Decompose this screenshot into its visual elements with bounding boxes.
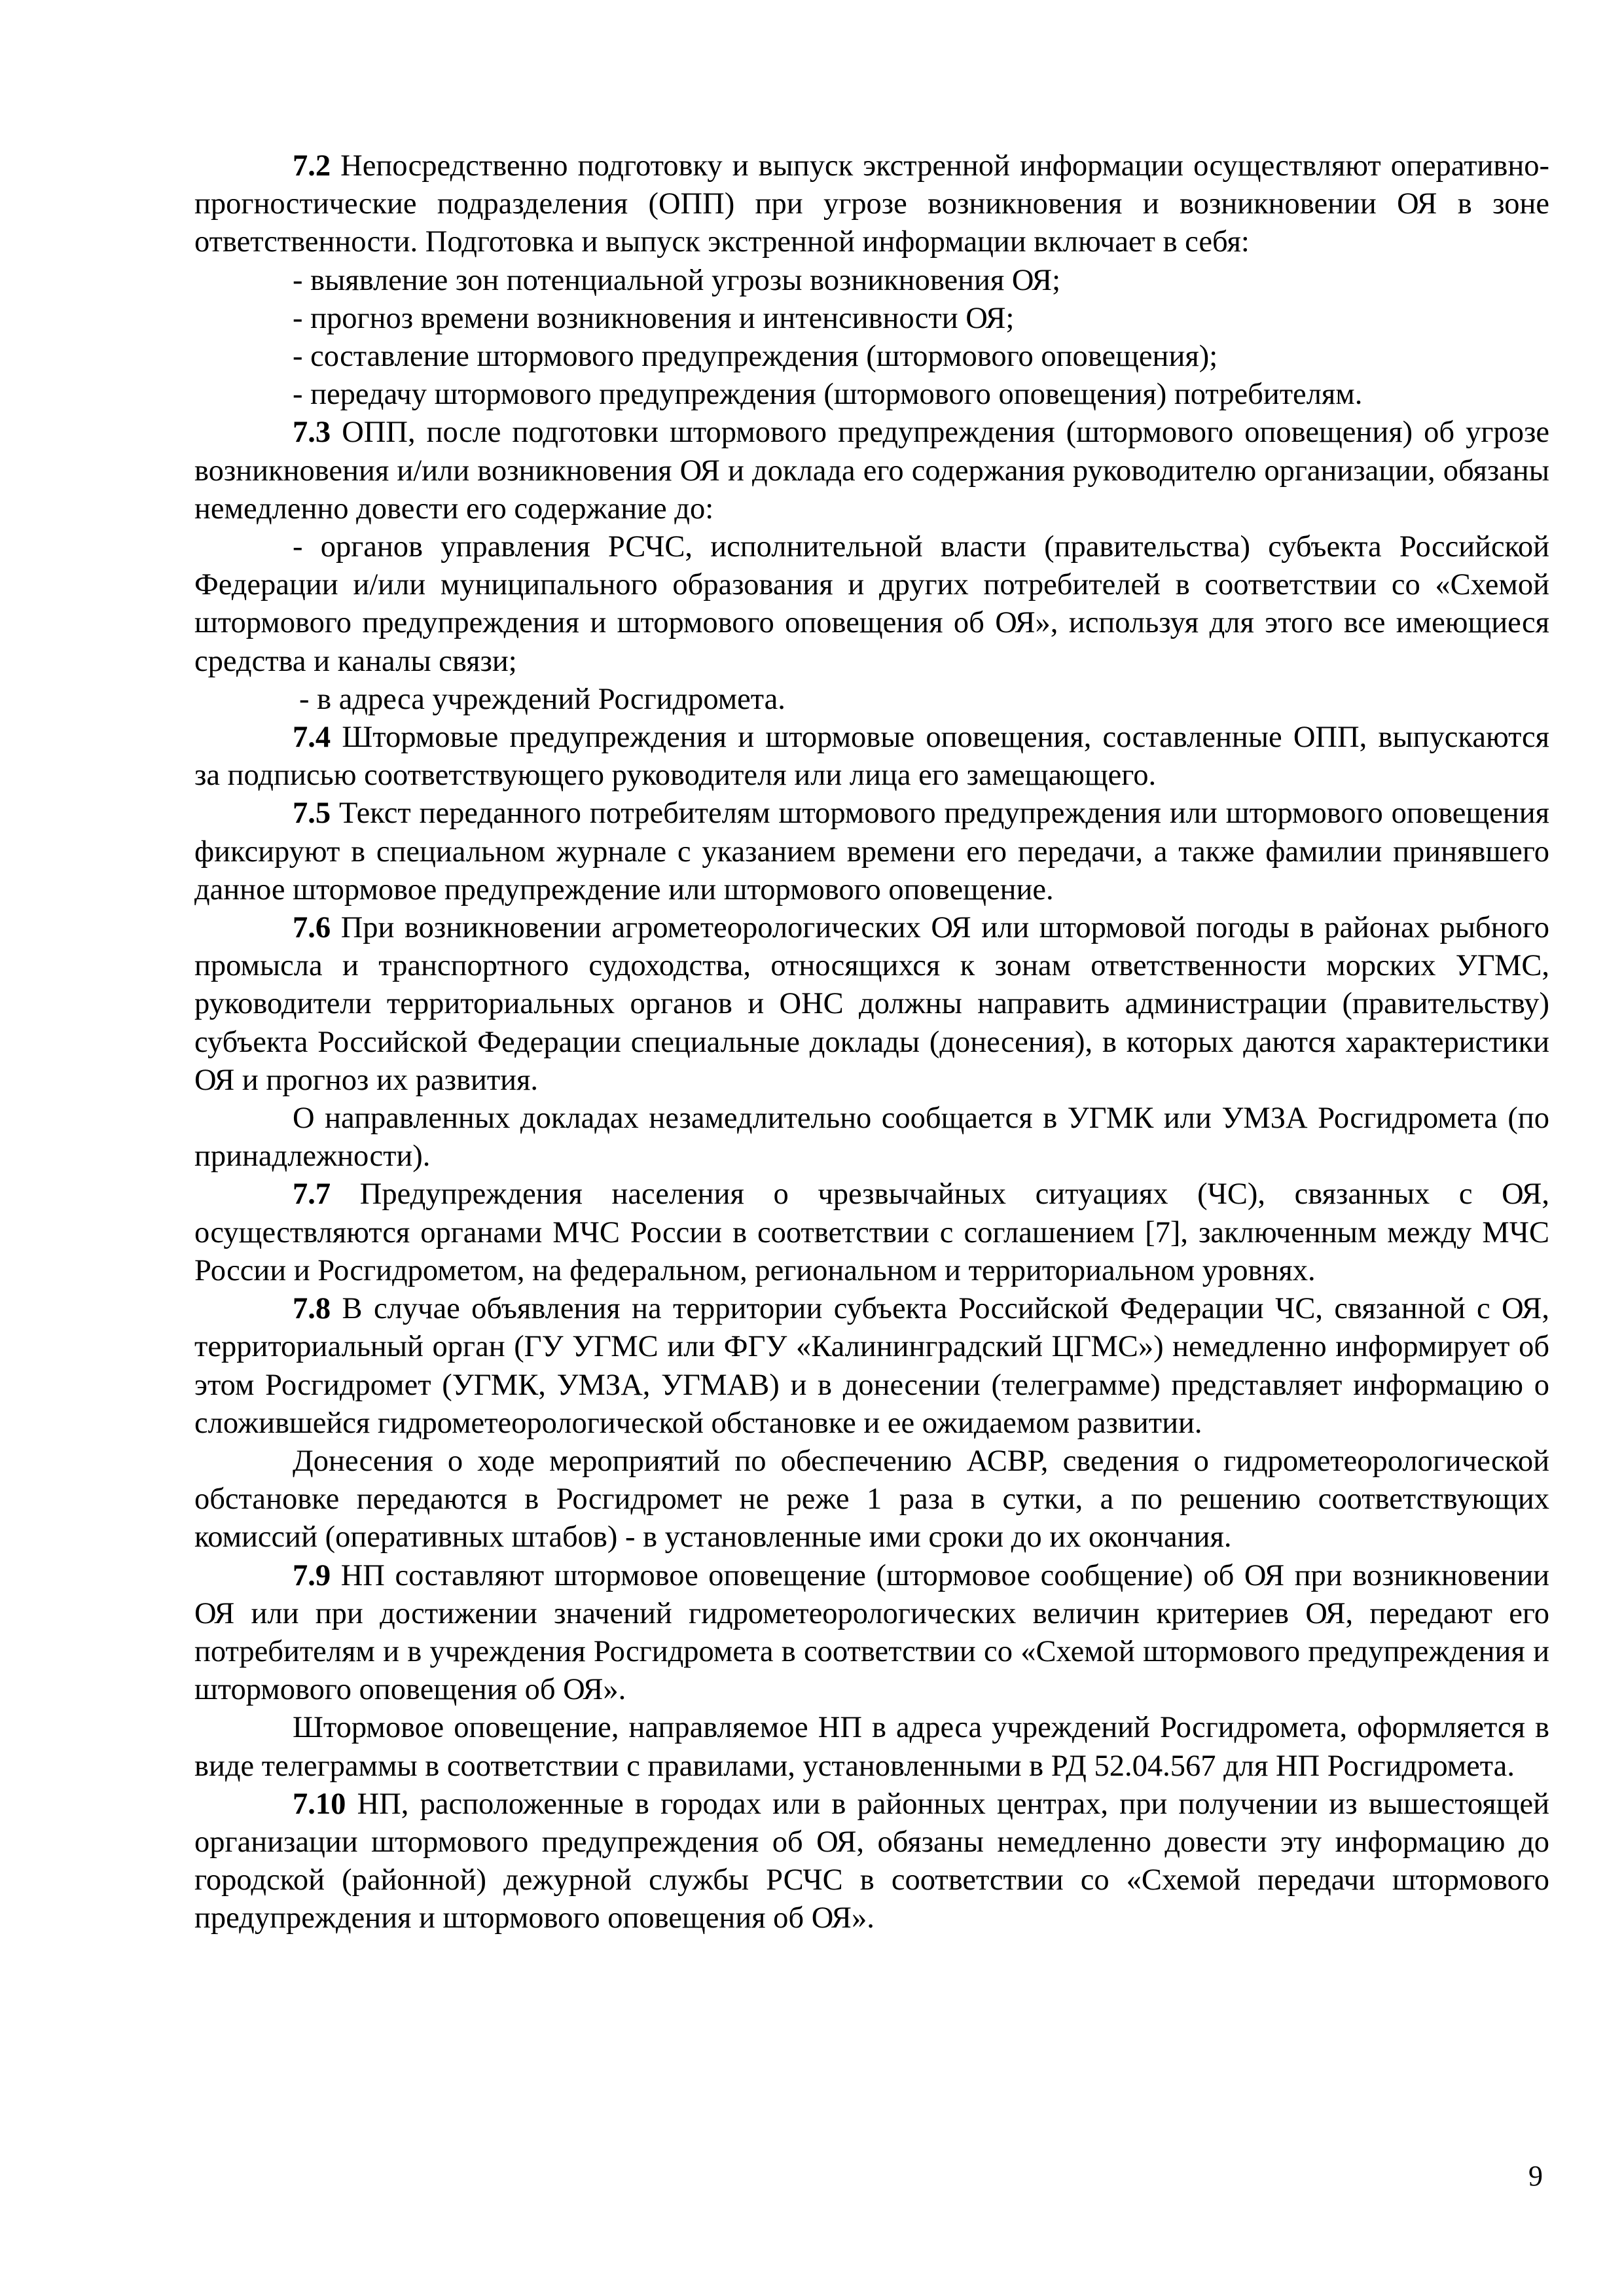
paragraph-7-4: [194, 719, 1549, 795]
paragraph-text: ОПП, после подготовки штормового предупреждения (штормового оповещения) об угрозе возникновения и/или возникновения ОЯ и доклада его содержания руководителю организации, обязаны немедленно довести его содержание до:: [194, 416, 1549, 526]
section-number: 7.6: [293, 911, 331, 945]
section-number: 7.10: [293, 1787, 346, 1821]
paragraph-7-3: [194, 414, 1549, 528]
list-item: - составление штормового предупреждения (штормового оповещения);: [293, 340, 1218, 374]
paragraph-7-6-continued: О направленных докладах незамедлительно сообщается в УГМК или УМЗА Росгидромета (по принадлежности).: [194, 1102, 1549, 1174]
paragraph-text: Штормовые предупреждения и штормовые оповещения, составленные ОПП, выпускаются за подписью соответствующего руководителя или лица его замещающего.: [194, 721, 1549, 793]
paragraph-7-8: [194, 1290, 1549, 1443]
paragraph-7-2: [194, 147, 1549, 262]
paragraph-text: При возникновении агрометеорологических ОЯ или штормовой погоды в районах рыбного промысла и транспортного судоходства, относящихся к зонам ответственности морских УГМС, руководители территориальных органов и ОНС должны направить администрации (правительству) субъекта Российской Федерации специальные доклады (донесения), в которых даются характеристики ОЯ и прогноз их развития.: [194, 911, 1549, 1097]
paragraph-7-9: [194, 1557, 1549, 1710]
list-item: - выявление зон потенциальной угрозы возникновения ОЯ;: [293, 263, 1061, 297]
paragraph-7-8-continued: Донесения о ходе мероприятий по обеспечению АСВР, сведения о гидрометеорологической обстановке передаются в Росгидромет не реже 1 раза в сутки, а по решению соответствующих комиссий (оперативных штабов) - в установленные ими сроки до их окончания.: [194, 1444, 1549, 1554]
paragraph-text: В случае объявления на территории субъекта Российской Федерации ЧС, связанной с ОЯ, территориальный орган (ГУ УГМС или ФГУ «Калининградский ЦГМС») немедленно информирует об этом Росгидромет (УГМК, УМЗА, УГМАВ) и в донесении (телеграмме) представляет информацию о сложившейся гидрометеорологической обстановке и ее ожидаемом развитии.: [194, 1292, 1549, 1440]
page-number: 9: [1528, 2160, 1543, 2192]
paragraph-text: НП, расположенные в городах или в районных центрах, при получении из вышестоящей организации штормового предупреждения об ОЯ, обязаны немедленно довести эту информацию до городской (районной) дежурной службы РСЧС в соответствии со «Схемой передачи штормового предупреждения и штормового оповещения об ОЯ».: [194, 1787, 1549, 1935]
section-number: 7.9: [293, 1558, 331, 1592]
document-page: [194, 147, 1549, 1938]
list-item: - передачу штормового предупреждения (штормового оповещения) потребителям.: [293, 378, 1363, 412]
section-number: 7.2: [293, 149, 331, 183]
section-number: 7.5: [293, 797, 331, 831]
section-number: 7.7: [293, 1177, 331, 1211]
paragraph-7-7: [194, 1175, 1549, 1290]
paragraph-7-10: [194, 1785, 1549, 1938]
list-item: - прогноз времени возникновения и интенсивности ОЯ;: [293, 301, 1015, 335]
section-number: 7.3: [293, 416, 331, 450]
list-item: - органов управления РСЧС, исполнительной власти (правительства) субъекта Российской Федерации и/или муниципального образования и других потребителей в соответствии со «Схемой штормового предупреждения и штормового оповещения об ОЯ», используя для этого все имеющиеся средства и каналы связи;: [194, 530, 1549, 678]
paragraph-7-6: [194, 909, 1549, 1100]
paragraph-text: НП составляют штормовое оповещение (штормовое сообщение) об ОЯ при возникновении ОЯ или при достижении значений гидрометеорологических величин критериев ОЯ, передают его потребителям и в учреждения Росгидромета в соответствии со «Схемой штормового предупреждения и штормового оповещения об ОЯ».: [194, 1558, 1549, 1707]
paragraph-text: Предупреждения населения о чрезвычайных ситуациях (ЧС), связанных с ОЯ, осуществляются органами МЧС России в соответствии с соглашением [7], заключенным между МЧС России и Росгидрометом, на федеральном, региональном и территориальном уровнях.: [194, 1177, 1549, 1287]
list-item: - в адреса учреждений Росгидромета.: [299, 682, 785, 716]
paragraph-7-9-continued: Штормовое оповещение, направляемое НП в адреса учреждений Росгидромета, оформляется в виде телеграммы в соответствии с правилами, установленными в РД 52.04.567 для НП Росгидромета.: [194, 1711, 1549, 1783]
section-number: 7.4: [293, 721, 331, 755]
paragraph-text: Непосредственно подготовку и выпуск экстренной информации осуществляют оперативно-прогностические подразделения (ОПП) при угрозе возникновения и возникновении ОЯ в зоне ответственности. Подготовка и выпуск экстренной информации включает в себя:: [194, 149, 1549, 259]
paragraph-7-5: [194, 795, 1549, 909]
paragraph-text: Текст переданного потребителям штормового предупреждения или штормового оповещения фиксируют в специальном журнале с указанием времени его передачи, а также фамилии принявшего данное штормовое предупреждение или штормового оповещение.: [194, 797, 1549, 906]
section-number: 7.8: [293, 1292, 331, 1326]
